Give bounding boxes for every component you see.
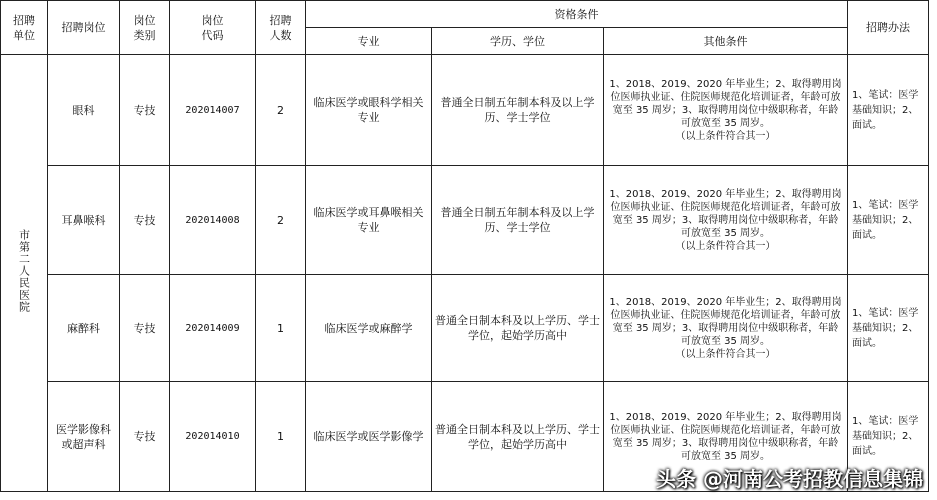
code-cell: 202014007 — [170, 55, 256, 166]
education-cell: 普通全日制五年制本科及以上学历、学士学位 — [432, 166, 604, 275]
count-cell: 1 — [256, 382, 306, 492]
position-cell: 麻醉科 — [48, 275, 120, 382]
education-cell: 普通全日制本科及以上学历、学士学位，起始学历高中 — [432, 382, 604, 492]
other-conditions-cell: 1、2018、2019、2020 年毕业生；2、取得聘用岗位医师执业证、住院医师规范化培训证者，年龄可放宽至 35 周岁；3、取得聘用岗位中级职称者，年龄可放宽至 35 周岁。 （以上条件符合其一） — [604, 166, 848, 275]
watermark: 头条 @河南公考招教信息集锦 — [656, 467, 923, 491]
header-major: 专业 — [306, 28, 432, 55]
other-conditions-cell: 1、2018、2019、2020 年毕业生；2、取得聘用岗位医师执业证、住院医师规范化培训证者，年龄可放宽至 35 周岁；3、取得聘用岗位中级职称者，年龄可放宽至 35 周岁。 （以上条件符合其一） — [604, 55, 848, 166]
method-cell: 1、笔试：医学基础知识；2、面试。 — [848, 275, 929, 382]
code-cell: 202014009 — [170, 275, 256, 382]
method-cell: 1、笔试：医学基础知识；2、面试。 — [848, 55, 929, 166]
header-education: 学历、学位 — [432, 28, 604, 55]
education-cell: 普通全日制五年制本科及以上学历、学士学位 — [432, 55, 604, 166]
method-cell: 1、笔试：医学基础知识；2、面试。 — [848, 382, 929, 492]
education-cell: 普通全日制本科及以上学历、学士学位，起始学历高中 — [432, 275, 604, 382]
other-conditions-cell: 1、2018、2019、2020 年毕业生；2、取得聘用岗位医师执业证、住院医师规范化培训证者，年龄可放宽至 35 周岁；3、取得聘用岗位中级职称者，年龄可放宽至 35 周岁。 （以上条件符合其一） — [604, 275, 848, 382]
header-unit: 招聘 单位 — [1, 1, 48, 55]
category-cell: 专技 — [120, 275, 170, 382]
unit-name: 市第二人民医院 — [17, 229, 31, 313]
count-cell: 2 — [256, 166, 306, 275]
table-row — [1, 55, 929, 166]
header-count: 招聘 人数 — [256, 1, 306, 55]
major-cell: 临床医学或眼科学相关专业 — [306, 55, 432, 166]
unit-cell — [1, 55, 48, 492]
code-cell: 202014010 — [170, 382, 256, 492]
code-cell: 202014008 — [170, 166, 256, 275]
major-cell: 临床医学或耳鼻喉相关专业 — [306, 166, 432, 275]
table-row — [1, 275, 929, 382]
header-category: 岗位 类别 — [120, 1, 170, 55]
header-method: 招聘办法 — [848, 1, 929, 55]
header-code: 岗位 代码 — [170, 1, 256, 55]
position-cell: 医学影像科或超声科 — [48, 382, 120, 492]
count-cell: 2 — [256, 55, 306, 166]
category-cell: 专技 — [120, 55, 170, 166]
major-cell: 临床医学或麻醉学 — [306, 275, 432, 382]
method-cell: 1、笔试：医学基础知识；2、面试。 — [848, 166, 929, 275]
count-cell: 1 — [256, 275, 306, 382]
table-row — [1, 166, 929, 275]
header-qualifications: 资格条件 — [306, 1, 848, 28]
header-other: 其他条件 — [604, 28, 848, 55]
header-position: 招聘岗位 — [48, 1, 120, 55]
major-cell: 临床医学或医学影像学 — [306, 382, 432, 492]
other-conditions-cell: 1、2018、2019、2020 年毕业生；2、取得聘用岗位医师执业证、住院医师规范化培训证者，年龄可放宽至 35 周岁；3、取得聘用岗位中级职称者，年龄可放宽至 35 周岁。 — [604, 382, 848, 492]
category-cell: 专技 — [120, 166, 170, 275]
category-cell: 专技 — [120, 382, 170, 492]
position-cell: 耳鼻喉科 — [48, 166, 120, 275]
position-cell: 眼科 — [48, 55, 120, 166]
